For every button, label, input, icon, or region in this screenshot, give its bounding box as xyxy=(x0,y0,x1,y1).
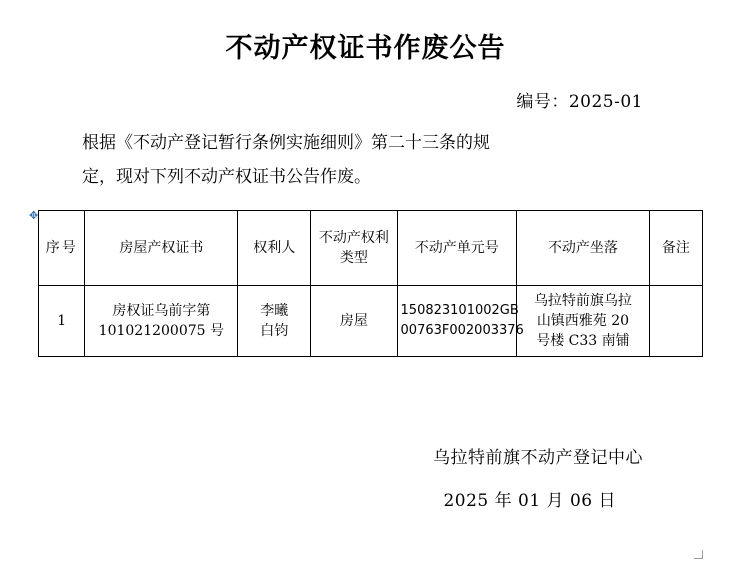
paragraph-text-line-2: 定，现对下列不动产权证书公告作废。 xyxy=(82,167,371,187)
table-resize-handle[interactable] xyxy=(694,550,703,559)
cell-location-line-3: 号楼 C33 南铺 xyxy=(536,333,630,349)
cell-cert xyxy=(85,286,238,357)
cert-void-table xyxy=(38,210,703,357)
table-row xyxy=(39,286,703,357)
column-header-type: 不动产权利类型 xyxy=(311,211,397,286)
table-body xyxy=(39,286,703,357)
cell-no: 1 xyxy=(39,286,85,357)
cell-owner-line-1: 李曦 xyxy=(260,303,289,319)
column-header-owner: 权利人 xyxy=(238,211,311,286)
table-header-row xyxy=(39,211,703,286)
cell-remark xyxy=(649,286,702,357)
paragraph-text-line-1: 根据《不动产登记暂行条例实施细则》第二十三条的规 xyxy=(82,133,490,153)
table-container xyxy=(0,210,731,357)
page-title: 不动产权证书作废公告 xyxy=(225,33,506,64)
cell-cert-line-2: 101021200075 号 xyxy=(98,323,224,339)
column-header-location: 不动产坐落 xyxy=(517,211,650,286)
issue-date: 2025 年 01 月 06 日 xyxy=(443,491,616,511)
cell-owner xyxy=(238,286,311,357)
column-header-unit: 不动产单元号 xyxy=(397,211,517,286)
column-header-cert: 房屋产权证书 xyxy=(85,211,238,286)
cell-type: 房屋 xyxy=(311,286,397,357)
table-header xyxy=(39,211,703,286)
notice-paragraph-line-2 xyxy=(48,160,687,194)
cell-unit-line-2: 00763F002003376 xyxy=(400,323,524,338)
notice-paragraph-line-1 xyxy=(48,126,687,160)
cell-unit xyxy=(397,286,524,357)
cell-cert-line-1: 房权证乌前字第 xyxy=(112,303,211,319)
cell-location-line-1: 乌拉特前旗乌拉 xyxy=(533,293,632,309)
issuing-organization: 乌拉特前旗不动产登记中心 xyxy=(433,448,643,468)
cell-location xyxy=(517,286,650,357)
notice-paragraph xyxy=(0,126,731,194)
cell-unit-line-1: 150823101002GB xyxy=(400,303,519,318)
cell-location-line-2: 山镇西雅苑 20 xyxy=(536,313,630,329)
document-page xyxy=(0,26,731,566)
column-header-remark: 备注 xyxy=(649,211,702,286)
table-move-handle-icon[interactable]: ✥ xyxy=(29,209,39,222)
column-header-no: 序号 xyxy=(39,211,85,286)
document-number: 编号：2025-01 xyxy=(516,92,643,112)
cell-owner-line-2: 白钧 xyxy=(260,323,289,339)
